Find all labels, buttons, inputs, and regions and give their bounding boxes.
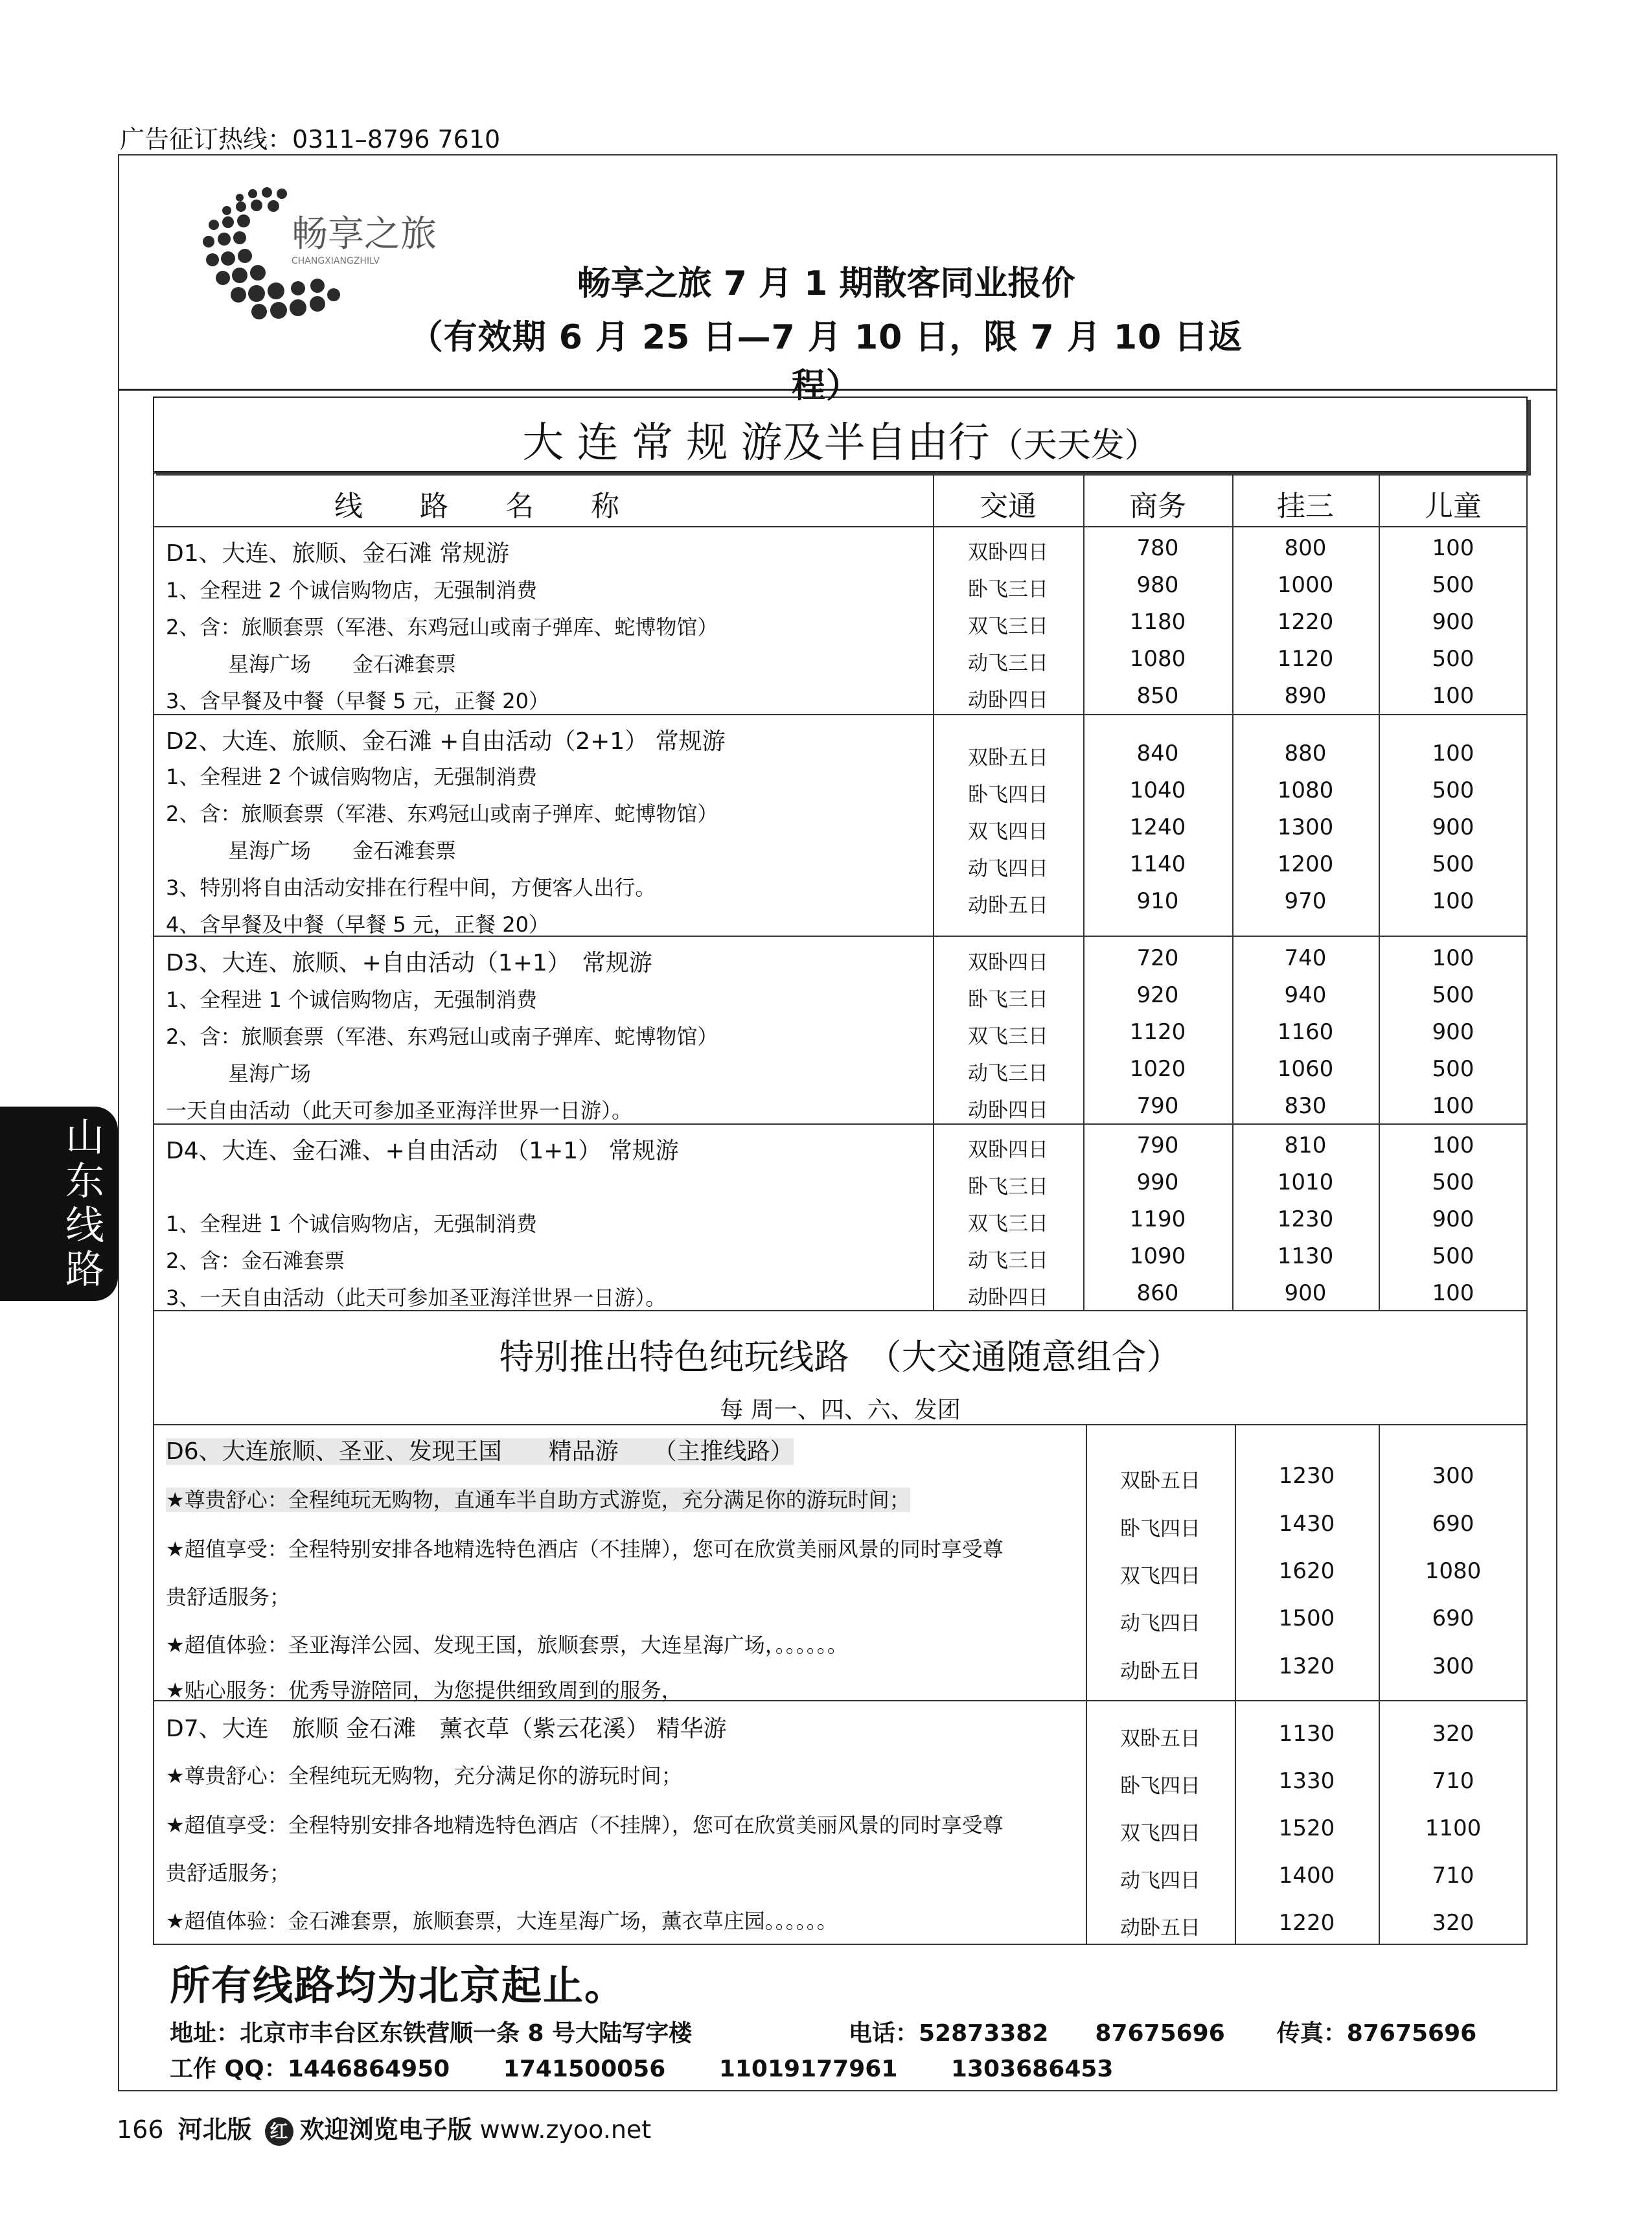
price-child: 900 [1432, 609, 1474, 635]
all-routes-note: 所有线路均为北京起止。 [170, 1962, 626, 2009]
section2-title: 特别推出特色纯玩线路 （大交通随意组合） [499, 1337, 1182, 1377]
price-child: 100 [1432, 1280, 1474, 1306]
header-child: 儿童 [1425, 490, 1482, 523]
grid-line [153, 526, 1528, 527]
price-transport: 动飞四日 [1120, 1869, 1200, 1892]
price-standard: 880 [1284, 741, 1327, 766]
price-standard: 1080 [1277, 777, 1334, 803]
price-transport: 卧飞三日 [968, 1175, 1048, 1199]
price-standard: 800 [1284, 535, 1327, 561]
price-standard: 1130 [1277, 1243, 1334, 1269]
route-line: 1、全程进 2 个诚信购物店，无强制消费 [166, 765, 538, 789]
price-transport: 双飞四日 [968, 820, 1048, 844]
price-standard: 1000 [1277, 572, 1334, 598]
price-standard: 900 [1284, 1280, 1327, 1306]
price-standard: 1230 [1277, 1206, 1334, 1232]
price-business: 860 [1136, 1280, 1179, 1306]
route-line: 贵舒适服务； [166, 1861, 291, 1885]
route-line: ★超值体验：圣亚海洋公园、发现王国，旅顺套票，大连星海广场，。。。。。。 [166, 1633, 848, 1657]
price-business: 790 [1136, 1093, 1179, 1119]
price-business: 1090 [1129, 1243, 1186, 1269]
price-transport: 动卧五日 [968, 894, 1048, 917]
validity-period: （有效期 6 月 25 日—7 月 10 日，限 7 月 10 日返程） [409, 318, 1243, 406]
route-line: 2、含：旅顺套票（军港、东鸡冠山或南子弹库、蛇博物馆） [166, 1024, 718, 1049]
price-transport: 双卧五日 [1120, 1469, 1200, 1493]
price-business: 980 [1136, 572, 1179, 598]
price-transport: 动卧四日 [968, 689, 1048, 712]
grid-line [153, 472, 1528, 474]
route-line: 3、含早餐及中餐（早餐 5 元，正餐 20） [166, 689, 549, 713]
price-business: 1190 [1129, 1206, 1186, 1232]
price-child: 500 [1432, 646, 1474, 672]
section2-schedule: 每 周一、四、六、发团 [720, 1397, 961, 1423]
price-standard: 740 [1284, 945, 1327, 971]
price-standard: 940 [1284, 982, 1327, 1008]
price-business: 1140 [1129, 851, 1186, 877]
price-child: 500 [1432, 851, 1474, 877]
price-transport: 卧飞四日 [968, 783, 1048, 807]
price-transport: 动飞三日 [968, 1062, 1048, 1085]
page-title: 畅享之旅 7 月 1 期散客同业报价 [577, 264, 1075, 303]
price-standard: 1200 [1277, 851, 1334, 877]
price-child: 1100 [1425, 1815, 1482, 1841]
price-transport: 双飞四日 [1120, 1565, 1200, 1588]
route-line: 星海广场 [166, 1061, 312, 1086]
price-transport: 双飞三日 [968, 615, 1048, 638]
price-transport: 双飞四日 [1120, 1822, 1200, 1845]
price-child: 900 [1432, 1019, 1474, 1045]
price-transport: 动飞三日 [968, 652, 1048, 675]
price-child: 100 [1432, 535, 1474, 561]
route-line: 一天自由活动（此天可参加圣亚海洋世界一日游）。 [166, 1098, 633, 1123]
side-tab-label: 山东线路 [65, 1115, 104, 1293]
price-child: 500 [1432, 1243, 1474, 1269]
price-child: 900 [1432, 814, 1474, 840]
price-child: 100 [1432, 945, 1474, 971]
price-child: 320 [1432, 1910, 1474, 1936]
price-transport: 动卧五日 [1120, 1916, 1200, 1940]
price-business: 780 [1136, 535, 1179, 561]
price-business: 1020 [1129, 1056, 1186, 1082]
price-child: 100 [1432, 888, 1474, 914]
page-number: 166 [117, 2115, 164, 2144]
price-transport: 卧飞三日 [968, 988, 1048, 1011]
price-child: 300 [1432, 1653, 1474, 1679]
price-business: 1520 [1278, 1815, 1335, 1841]
site-link[interactable]: www.zyoo.net [479, 2115, 652, 2144]
edition-label: 河北版 [178, 2115, 252, 2144]
page-footer [117, 2110, 651, 2146]
price-standard: 1010 [1277, 1169, 1334, 1195]
price-business: 840 [1136, 741, 1179, 766]
price-transport: 双卧五日 [1120, 1727, 1200, 1751]
price-transport: 双飞三日 [968, 1212, 1048, 1236]
route-line: ★超值享受：全程特别安排各地精选特色酒店（不挂牌），您可在欣赏美丽风景的同时享受尊 [166, 1813, 1004, 1837]
route-title: D1、大连、旅顺、金石滩 常规游 [166, 540, 510, 567]
emblem-icon: 红 [265, 2117, 293, 2146]
price-business: 1180 [1129, 609, 1186, 635]
price-transport: 双飞三日 [968, 1025, 1048, 1048]
price-standard: 1160 [1277, 1019, 1334, 1045]
price-transport: 卧飞四日 [1120, 1775, 1200, 1798]
route-line: 3、特别将自由活动安排在行程中间，方便客人出行。 [166, 875, 656, 900]
price-transport: 卧飞三日 [968, 578, 1048, 601]
price-transport: 双卧五日 [968, 746, 1048, 770]
price-child: 100 [1432, 1093, 1474, 1119]
route-title: D2、大连、旅顺、金石滩 +自由活动（2+1） 常规游 [166, 728, 726, 755]
price-standard: 830 [1284, 1093, 1327, 1119]
header-route: 线 路 名 称 [334, 490, 619, 523]
price-transport: 卧飞四日 [1120, 1517, 1200, 1541]
price-child: 500 [1432, 572, 1474, 598]
price-transport: 双卧四日 [968, 1138, 1048, 1162]
contact-qq: 工作 QQ：1446864950 1741500056 11019177961 1303686453 [170, 2056, 1114, 2082]
price-transport: 动飞四日 [1120, 1612, 1200, 1635]
route-line: ★尊贵舒心：全程纯玩无购物，直通车半自助方式游览，充分满足你的游玩时间； [166, 1488, 910, 1512]
price-transport: 动卧五日 [1120, 1660, 1200, 1683]
route-line: 2、含：旅顺套票（军港、东鸡冠山或南子弹库、蛇博物馆） [166, 801, 718, 826]
route-line: 星海广场 金石滩套票 [166, 652, 457, 676]
price-business: 1040 [1129, 777, 1186, 803]
route-line: 3、一天自由活动（此天可参加圣亚海洋世界一日游）。 [166, 1285, 667, 1310]
price-child: 500 [1432, 1169, 1474, 1195]
price-child: 900 [1432, 1206, 1474, 1232]
price-child: 500 [1432, 982, 1474, 1008]
header-standard: 挂三 [1277, 490, 1334, 523]
price-business: 1400 [1278, 1863, 1335, 1889]
price-transport: 动卧四日 [968, 1286, 1048, 1309]
price-standard: 810 [1284, 1132, 1327, 1158]
price-business: 910 [1136, 888, 1179, 914]
price-child: 100 [1432, 1132, 1474, 1158]
price-business: 1080 [1129, 646, 1186, 672]
route-title: D4、大连、金石滩、+自由活动 （1+1） 常规游 [166, 1138, 679, 1164]
price-business: 1230 [1278, 1463, 1335, 1489]
route-title: D7、大连 旅顺 金石滩 薰衣草（紫云花溪） 精华游 [166, 1716, 727, 1742]
price-child: 1080 [1425, 1558, 1482, 1584]
price-transport: 动卧四日 [968, 1099, 1048, 1122]
price-standard: 1300 [1277, 814, 1334, 840]
price-business: 990 [1136, 1169, 1179, 1195]
price-child: 500 [1432, 777, 1474, 803]
route-title: D6、大连旅顺、圣亚、发现王国 精品游 （主推线路） [166, 1438, 794, 1465]
price-business: 720 [1136, 945, 1179, 971]
route-line: ★贴心服务：优秀导游陪同，为您提供细致周到的服务， [166, 1678, 682, 1703]
price-child: 710 [1432, 1768, 1474, 1794]
welcome-text: 欢迎浏览电子版 [299, 2115, 472, 2144]
price-standard: 1220 [1277, 609, 1334, 635]
price-transport: 动飞三日 [968, 1249, 1048, 1272]
price-transport: 双卧四日 [968, 541, 1048, 564]
contact-phone-fax: 电话：52873382 87675696 传真：87675696 [849, 2020, 1477, 2047]
route-line: 星海广场 金石滩套票 [166, 838, 457, 863]
price-business: 790 [1136, 1132, 1179, 1158]
header-transport: 交通 [980, 490, 1037, 523]
header-business: 商务 [1129, 490, 1186, 523]
price-standard: 1120 [1277, 646, 1334, 672]
route-line: ★超值体验：金石滩套票，旅顺套票，大连星海广场，薰衣草庄园。。。。。。 [166, 1909, 838, 1933]
price-child: 320 [1432, 1721, 1474, 1747]
price-child: 500 [1432, 1056, 1474, 1082]
price-business: 1330 [1278, 1768, 1335, 1794]
price-business: 1500 [1278, 1605, 1335, 1631]
price-business: 1220 [1278, 1910, 1335, 1936]
price-transport: 双卧四日 [968, 951, 1048, 974]
price-business: 1130 [1278, 1721, 1335, 1747]
price-child: 690 [1432, 1605, 1474, 1631]
price-standard: 970 [1284, 888, 1327, 914]
price-business: 1430 [1278, 1511, 1335, 1537]
price-child: 100 [1432, 741, 1474, 766]
section1-title: 大 连 常 规 游及半自由行（天天发） [522, 419, 1158, 467]
price-business: 1240 [1129, 814, 1186, 840]
route-line: 4、含早餐及中餐（早餐 5 元，正餐 20） [166, 912, 549, 937]
price-business: 920 [1136, 982, 1179, 1008]
route-line: 贵舒适服务； [166, 1585, 291, 1609]
ad-hotline: 广告征订热线：0311–8796 7610 [120, 125, 501, 154]
route-line: ★超值享受：全程特别安排各地精选特色酒店（不挂牌），您可在欣赏美丽风景的同时享受尊 [166, 1537, 1004, 1561]
route-line: 1、全程进 1 个诚信购物店，无强制消费 [166, 987, 538, 1012]
price-standard: 890 [1284, 683, 1327, 709]
price-standard: 1060 [1277, 1056, 1334, 1082]
svg-text:CHANGXIANGZHILV: CHANGXIANGZHILV [292, 256, 380, 266]
price-business: 1320 [1278, 1653, 1335, 1679]
price-child: 690 [1432, 1511, 1474, 1537]
price-transport: 动飞四日 [968, 857, 1048, 880]
price-child: 710 [1432, 1863, 1474, 1889]
price-business: 850 [1136, 683, 1179, 709]
route-line: ★尊贵舒心：全程纯玩无购物，充分满足你的游玩时间； [166, 1764, 682, 1788]
route-title: D3、大连、旅顺、+自由活动（1+1） 常规游 [166, 950, 652, 976]
price-business: 1120 [1129, 1019, 1186, 1045]
price-child: 100 [1432, 683, 1474, 709]
price-child: 300 [1432, 1463, 1474, 1489]
route-line: 1、全程进 2 个诚信购物店，无强制消费 [166, 578, 538, 603]
contact-address: 地址：北京市丰台区东铁营顺一条 8 号大陆写字楼 [170, 2020, 693, 2047]
logo-text: 畅享之旅 [292, 213, 437, 255]
route-line: 2、含：旅顺套票（军港、东鸡冠山或南子弹库、蛇博物馆） [166, 615, 718, 639]
route-line: 2、含：金石滩套票 [166, 1248, 345, 1273]
route-line: 1、全程进 1 个诚信购物店，无强制消费 [166, 1212, 538, 1236]
price-business: 1620 [1278, 1558, 1335, 1584]
